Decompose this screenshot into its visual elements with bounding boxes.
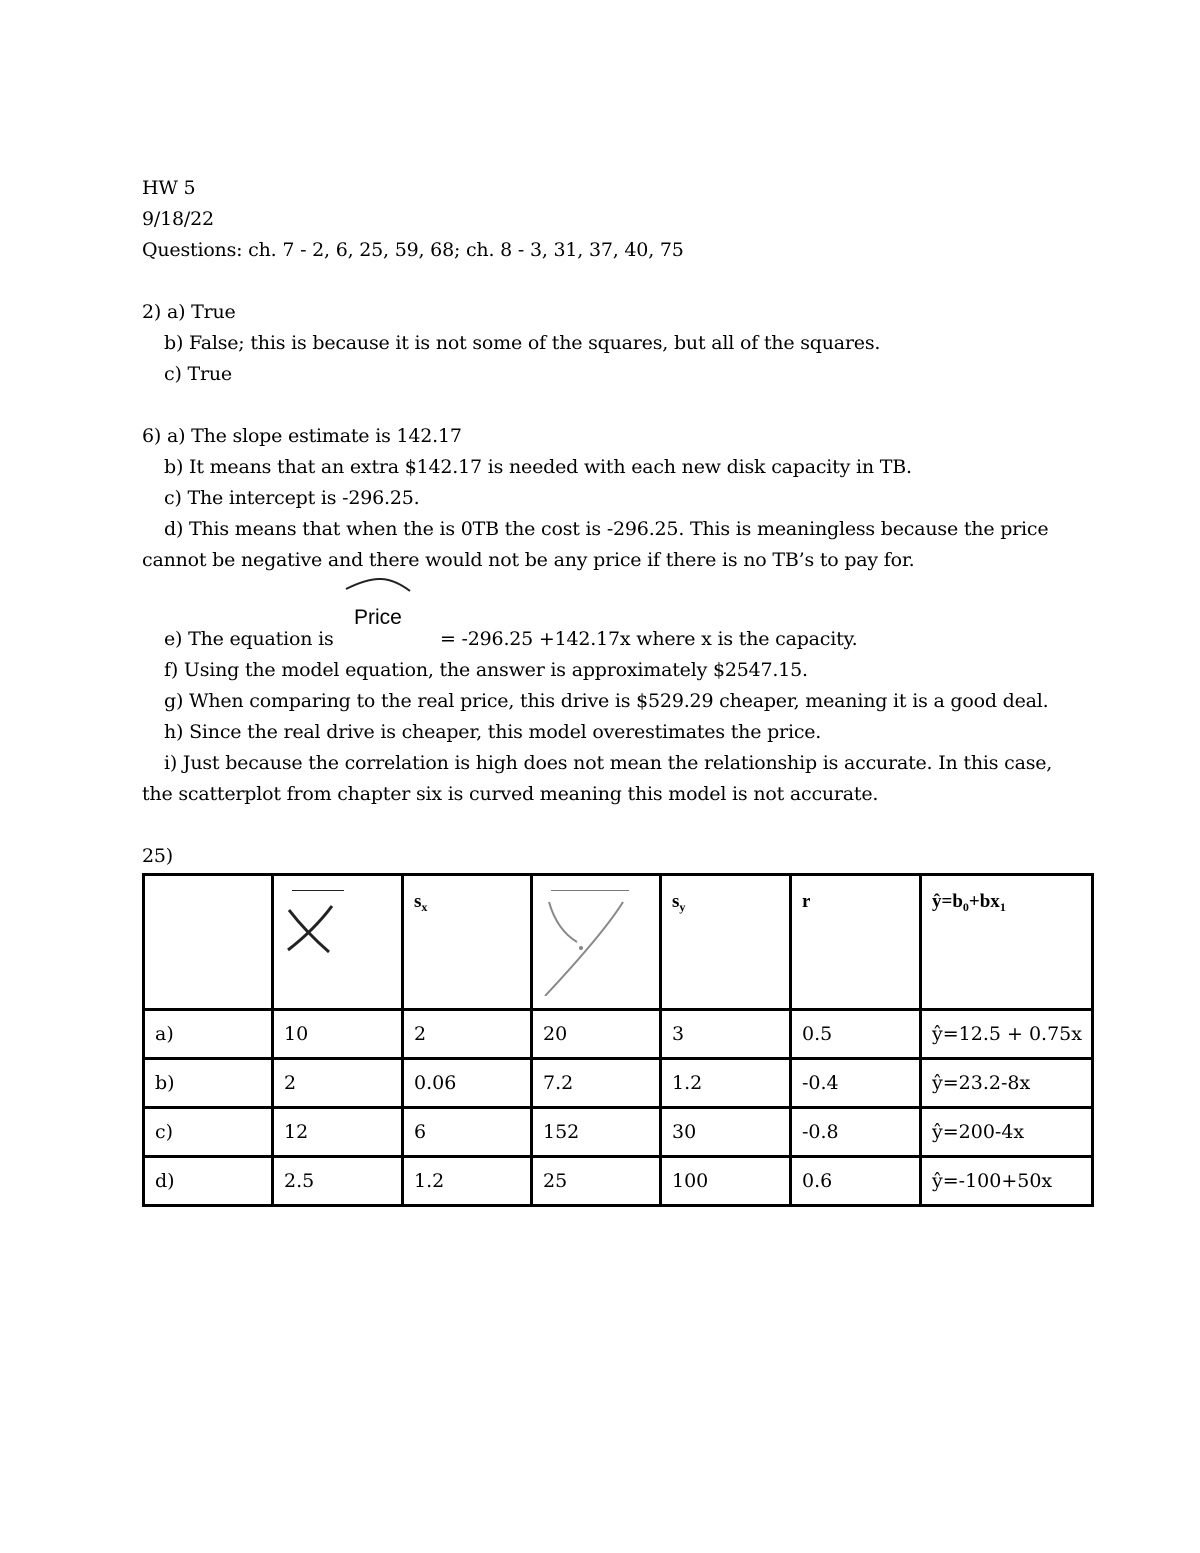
header-equation bbox=[921, 875, 1093, 1010]
cell-ybar: 7.2 bbox=[532, 1059, 661, 1108]
cell-xbar: 12 bbox=[273, 1108, 403, 1157]
q2-a: 2) a) True bbox=[142, 301, 236, 323]
q6-i-line1: i) Just because the correlation is high does not mean the relationship is accurate. In this case, bbox=[164, 752, 1053, 774]
cell-equation: ŷ=200-4x bbox=[921, 1108, 1093, 1157]
cell-sy: 30 bbox=[661, 1108, 791, 1157]
header-sx bbox=[403, 875, 532, 1010]
y-bar-icon bbox=[543, 890, 633, 996]
q6-e-equation: = -296.25 +142.17x where x is the capacity. bbox=[440, 628, 858, 650]
row-label: b) bbox=[144, 1059, 273, 1108]
cell-sx: 1.2 bbox=[403, 1157, 532, 1206]
doc-date: 9/18/22 bbox=[142, 208, 214, 230]
row-label: d) bbox=[144, 1157, 273, 1206]
regression-table bbox=[142, 873, 1094, 1207]
x-bar-icon bbox=[284, 890, 354, 960]
header-blank bbox=[144, 875, 273, 1010]
table-row bbox=[144, 1108, 1093, 1157]
eq-sub1: 1 bbox=[999, 900, 1006, 914]
eq-mid: +bx bbox=[968, 891, 1000, 912]
sy-main: s bbox=[672, 891, 680, 912]
sy-sub: y bbox=[679, 900, 686, 914]
header-xbar bbox=[273, 875, 403, 1010]
row-label: c) bbox=[144, 1108, 273, 1157]
cell-sx: 6 bbox=[403, 1108, 532, 1157]
q6-d-line1: d) This means that when the is 0TB the cost is -296.25. This is meaningless because the price bbox=[164, 518, 1049, 540]
cell-ybar: 25 bbox=[532, 1157, 661, 1206]
table-row bbox=[144, 1059, 1093, 1108]
cell-sx: 0.06 bbox=[403, 1059, 532, 1108]
cell-xbar: 2.5 bbox=[273, 1157, 403, 1206]
cell-r: 0.6 bbox=[791, 1157, 921, 1206]
price-hat-label: Price bbox=[354, 606, 402, 629]
q6-c: c) The intercept is -296.25. bbox=[164, 487, 420, 509]
cell-sx: 2 bbox=[403, 1010, 532, 1059]
cell-equation: ŷ=-100+50x bbox=[921, 1157, 1093, 1206]
eq-main: ŷ=b bbox=[932, 891, 963, 912]
q6-b: b) It means that an extra $142.17 is needed with each new disk capacity in TB. bbox=[164, 456, 912, 478]
row-label: a) bbox=[144, 1010, 273, 1059]
table-row bbox=[144, 1010, 1093, 1059]
sx-sub: x bbox=[421, 900, 428, 914]
q6-d-line2: cannot be negative and there would not be any price if there is no TB’s to pay for. bbox=[142, 549, 915, 571]
questions-list: Questions: ch. 7 - 2, 6, 25, 59, 68; ch. 8 - 3, 31, 37, 40, 75 bbox=[142, 239, 684, 261]
cell-xbar: 10 bbox=[273, 1010, 403, 1059]
eq-sub0: 0 bbox=[962, 900, 969, 914]
doc-title: HW 5 bbox=[142, 177, 196, 199]
q6-e-prefix: e) The equation is bbox=[164, 628, 334, 650]
cell-ybar: 20 bbox=[532, 1010, 661, 1059]
r-label: r bbox=[802, 891, 811, 912]
cell-r: 0.5 bbox=[791, 1010, 921, 1059]
cell-ybar: 152 bbox=[532, 1108, 661, 1157]
cell-xbar: 2 bbox=[273, 1059, 403, 1108]
q2-c: c) True bbox=[164, 363, 232, 385]
cell-r: -0.8 bbox=[791, 1108, 921, 1157]
table-header-row bbox=[144, 875, 1093, 1010]
cell-sy: 100 bbox=[661, 1157, 791, 1206]
cell-equation: ŷ=12.5 + 0.75x bbox=[921, 1010, 1093, 1059]
header-r bbox=[791, 875, 921, 1010]
q6-g: g) When comparing to the real price, this drive is $529.29 cheaper, meaning it is a good deal. bbox=[164, 690, 1049, 712]
q6-a: 6) a) The slope estimate is 142.17 bbox=[142, 425, 462, 447]
q25-label: 25) bbox=[142, 845, 173, 867]
cell-equation: ŷ=23.2-8x bbox=[921, 1059, 1093, 1108]
cell-r: -0.4 bbox=[791, 1059, 921, 1108]
table-row bbox=[144, 1157, 1093, 1206]
cell-sy: 1.2 bbox=[661, 1059, 791, 1108]
header-sy bbox=[661, 875, 791, 1010]
q6-i-line2: the scatterplot from chapter six is curved meaning this model is not accurate. bbox=[142, 783, 879, 805]
q6-f: f) Using the model equation, the answer is approximately $2547.15. bbox=[164, 659, 808, 681]
header-ybar bbox=[532, 875, 661, 1010]
sx-main: s bbox=[414, 891, 422, 912]
q6-h: h) Since the real drive is cheaper, this model overestimates the price. bbox=[164, 721, 822, 743]
cell-sy: 3 bbox=[661, 1010, 791, 1059]
q2-b: b) False; this is because it is not some of the squares, but all of the squares. bbox=[164, 332, 881, 354]
